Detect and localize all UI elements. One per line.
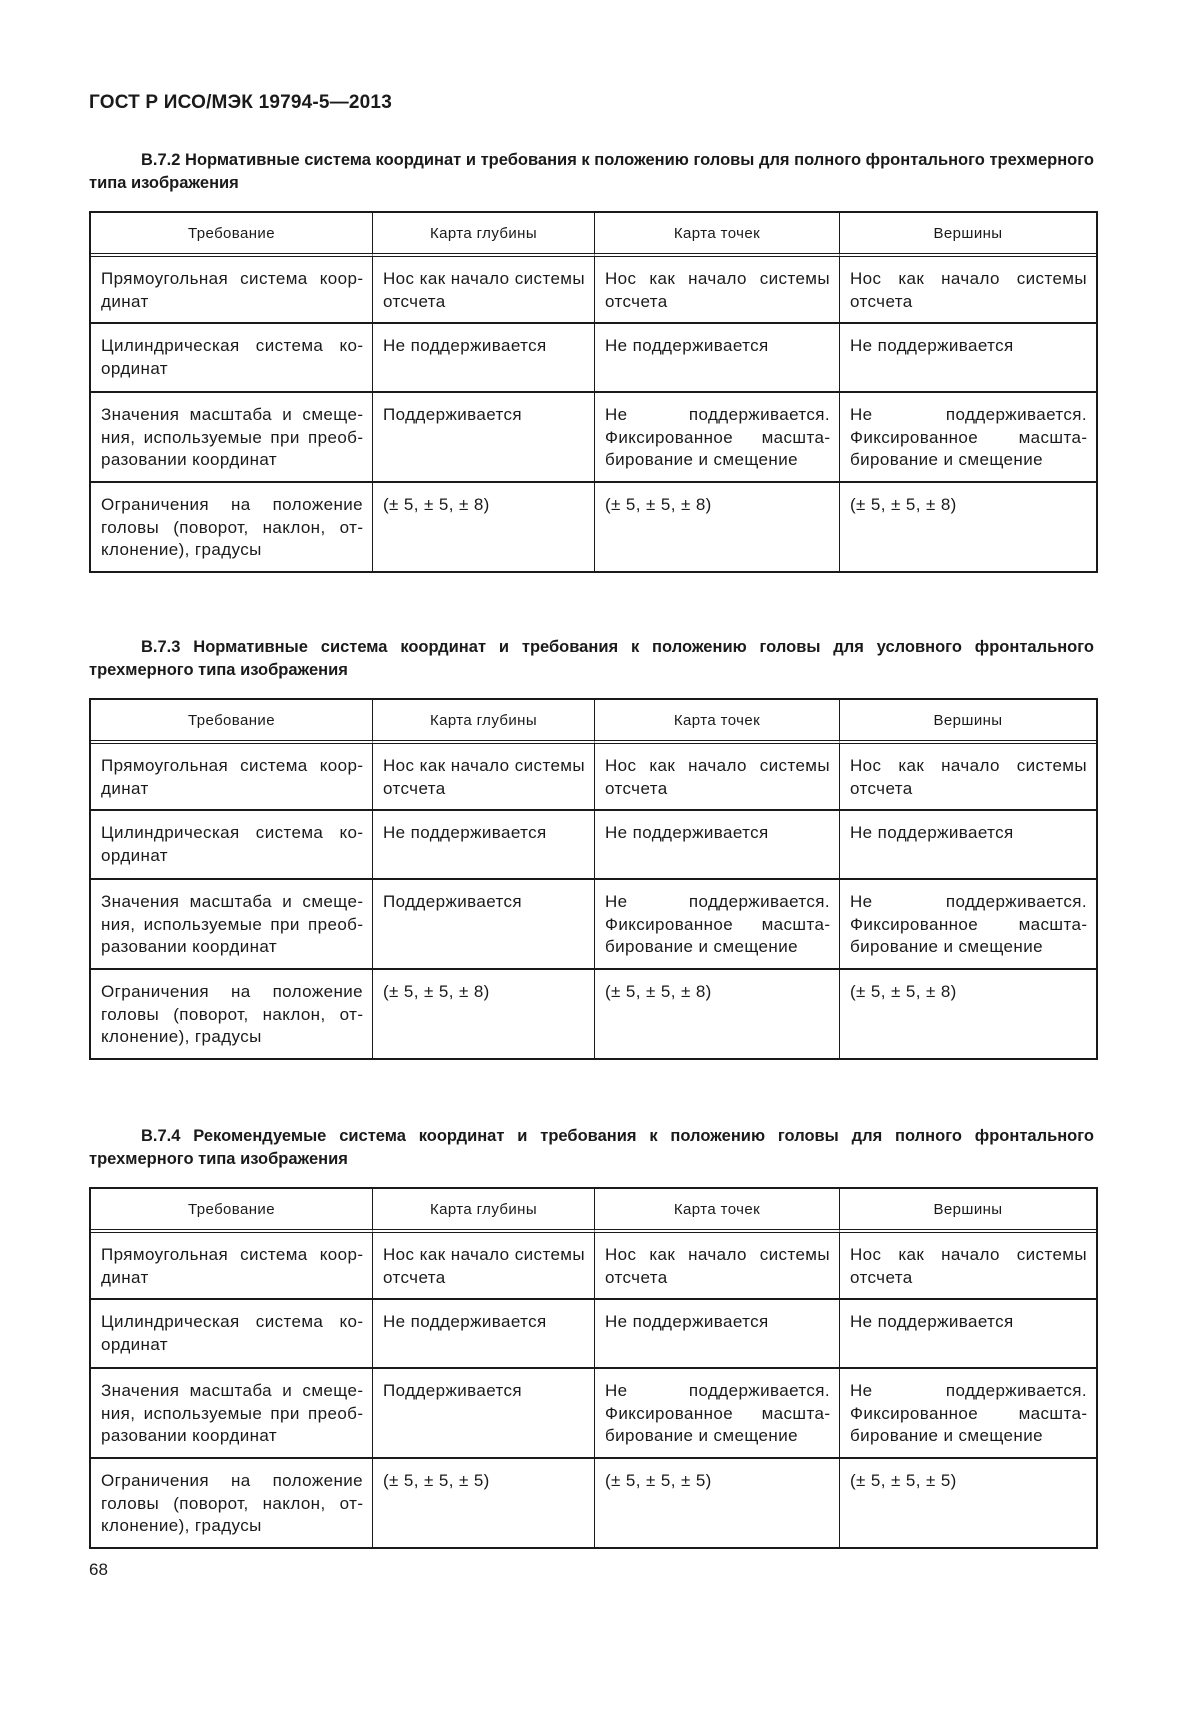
table-cell: Ограничения на положение головы (поворот, наклон, отклонение), градусы bbox=[91, 483, 373, 571]
table-cell: (± 5, ± 5, ± 8) bbox=[373, 483, 595, 571]
table-cell: (± 5, ± 5, ± 5) bbox=[373, 1459, 595, 1547]
table-cell: Нос как начало системы отсчета bbox=[595, 1233, 840, 1300]
table-cell: Поддерживается bbox=[373, 880, 595, 970]
section-b72 bbox=[89, 149, 1094, 573]
table-header-row bbox=[91, 700, 1096, 744]
table-cell: Цилиндрическая система координат bbox=[91, 324, 373, 393]
table-cell: Прямоугольная система координат bbox=[91, 744, 373, 811]
requirements-table bbox=[89, 211, 1098, 573]
table-row bbox=[91, 1300, 1096, 1369]
section-b74 bbox=[89, 1125, 1094, 1549]
section-title: В.7.2 Нормативные система координат и требования к положению головы для полного фронтального трехмерного типа изображения bbox=[89, 151, 1094, 192]
table-cell: Не поддерживается bbox=[840, 811, 1096, 880]
table-cell: Не поддерживается bbox=[840, 324, 1096, 393]
table-cell: Цилиндрическая система координат bbox=[91, 811, 373, 880]
column-header-vertices: Вершины bbox=[840, 700, 1096, 744]
table-cell: Нос как начало системы отсчета bbox=[840, 744, 1096, 811]
table-cell: Нос как начало системы отсчета bbox=[840, 257, 1096, 324]
table-cell: (± 5, ± 5, ± 5) bbox=[850, 1471, 957, 1490]
table-header-row bbox=[91, 213, 1096, 257]
table-cell: (± 5, ± 5, ± 8) bbox=[373, 970, 595, 1058]
table-cell: Не поддерживается bbox=[840, 1300, 1096, 1369]
document-header: ГОСТ Р ИСО/МЭК 19794-5—2013 bbox=[89, 92, 392, 113]
section-title: В.7.3 Нормативные система координат и требования к положению головы для условного фронтального трехмерного типа изображения bbox=[89, 638, 1094, 679]
table-row bbox=[91, 811, 1096, 880]
table-cell: Не поддерживается. Фиксированное масштабирование и смещение bbox=[840, 880, 1096, 970]
table-cell: Не поддерживается bbox=[595, 811, 840, 880]
table-cell: Значения масштаба и смещения, используемые при преобразовании координат bbox=[91, 393, 373, 483]
table-cell: Не поддерживается. Фиксированное масштабирование и смещение bbox=[595, 393, 840, 483]
section-title: В.7.4 Рекомендуемые система координат и требования к положению головы для полного фронтального трехмерного типа изображения bbox=[89, 1127, 1094, 1168]
table-cell: Не поддерживается bbox=[373, 1300, 595, 1369]
column-header-point-map: Карта точек bbox=[595, 700, 840, 744]
table-row bbox=[91, 1233, 1096, 1300]
table-cell: Не поддерживается. Фиксированное масштабирование и смещение bbox=[840, 1369, 1096, 1459]
table-row bbox=[91, 970, 1096, 1058]
column-header-depth-map: Карта глубины bbox=[373, 700, 595, 744]
table-cell: Не поддерживается bbox=[373, 811, 595, 880]
table-cell: Нос как начало системы отсчета bbox=[373, 1233, 595, 1300]
table-row bbox=[91, 744, 1096, 811]
column-header-requirement: Требование bbox=[91, 1189, 373, 1233]
table-row bbox=[91, 324, 1096, 393]
table-cell: Не поддерживается. Фиксированное масштабирование и смещение bbox=[840, 393, 1096, 483]
table-cell: (± 5, ± 5, ± 8) bbox=[850, 982, 957, 1001]
table-cell: Значения масштаба и смещения, используемые при преобразовании координат bbox=[91, 880, 373, 970]
table-cell: Ограничения на положение головы (поворот, наклон, отклонение), градусы bbox=[91, 1459, 373, 1547]
column-header-vertices: Вершины bbox=[840, 1189, 1096, 1233]
table-row bbox=[91, 483, 1096, 571]
table-header-row bbox=[91, 1189, 1096, 1233]
column-header-depth-map: Карта глубины bbox=[373, 213, 595, 257]
table-cell: Нос как начало системы отсчета bbox=[373, 257, 595, 324]
requirements-table bbox=[89, 1187, 1098, 1549]
table-row bbox=[91, 1369, 1096, 1459]
column-header-point-map: Карта точек bbox=[595, 213, 840, 257]
table-cell: Нос как начало системы отсчета bbox=[373, 744, 595, 811]
table-cell: Не поддерживается. Фиксированное масштабирование и смещение bbox=[595, 880, 840, 970]
table-cell: Прямоугольная система координат bbox=[91, 1233, 373, 1300]
table-cell: Значения масштаба и смещения, используемые при преобразовании координат bbox=[91, 1369, 373, 1459]
requirements-table bbox=[89, 698, 1098, 1060]
table-cell: (± 5, ± 5, ± 8) bbox=[595, 970, 840, 1058]
column-header-vertices: Вершины bbox=[840, 213, 1096, 257]
table-row bbox=[91, 257, 1096, 324]
table-cell: Поддерживается bbox=[373, 1369, 595, 1459]
table-cell: Не поддерживается bbox=[595, 324, 840, 393]
table-cell: Нос как начало системы отсчета bbox=[595, 257, 840, 324]
table-cell: Не поддерживается bbox=[595, 1300, 840, 1369]
column-header-requirement: Требование bbox=[91, 700, 373, 744]
table-cell: Не поддерживается bbox=[373, 324, 595, 393]
table-cell: Нос как начало системы отсчета bbox=[595, 744, 840, 811]
table-cell: Цилиндрическая система координат bbox=[91, 1300, 373, 1369]
table-cell: Прямоугольная система координат bbox=[91, 257, 373, 324]
column-header-depth-map: Карта глубины bbox=[373, 1189, 595, 1233]
column-header-point-map: Карта точек bbox=[595, 1189, 840, 1233]
table-row bbox=[91, 880, 1096, 970]
table-cell: Нос как начало системы отсчета bbox=[840, 1233, 1096, 1300]
section-b73 bbox=[89, 636, 1094, 1060]
table-cell: (± 5, ± 5, ± 8) bbox=[595, 483, 840, 571]
column-header-requirement: Требование bbox=[91, 213, 373, 257]
table-cell: (± 5, ± 5, ± 5) bbox=[595, 1459, 840, 1547]
table-row bbox=[91, 393, 1096, 483]
table-cell: Не поддерживается. Фиксированное масштабирование и смещение bbox=[595, 1369, 840, 1459]
page-number: 68 bbox=[89, 1560, 108, 1579]
table-cell: (± 5, ± 5, ± 8) bbox=[850, 495, 957, 514]
table-row bbox=[91, 1459, 1096, 1547]
table-cell: Поддерживается bbox=[373, 393, 595, 483]
table-cell: Ограничения на положение головы (поворот, наклон, отклонение), градусы bbox=[91, 970, 373, 1058]
